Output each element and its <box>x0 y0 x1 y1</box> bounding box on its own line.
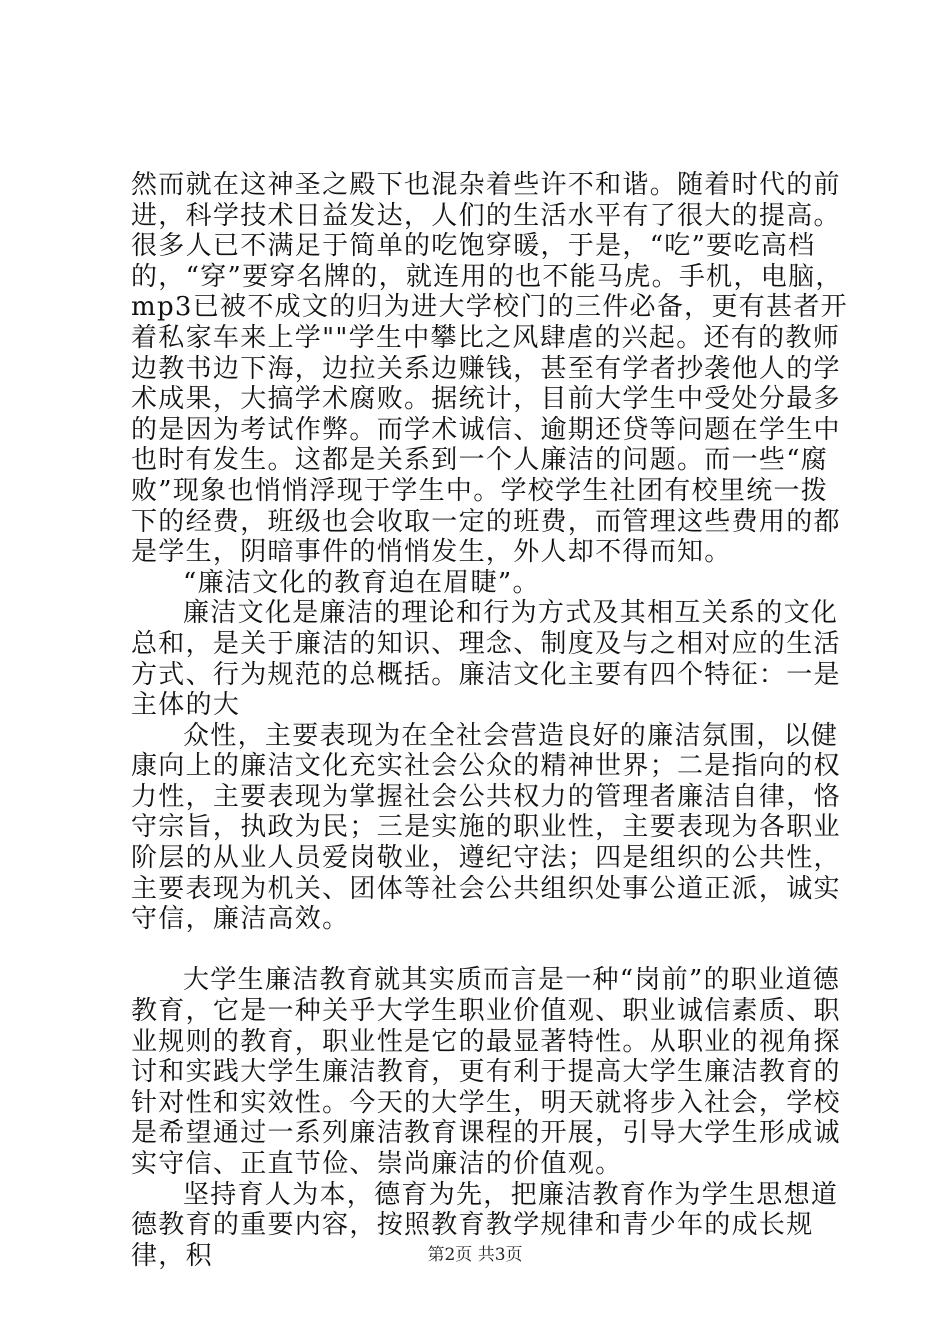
page-number-footer: 第2页 共3页 <box>427 1245 523 1265</box>
paragraph-moral-education: 坚持育人为本，德育为先，把廉洁教育作为学生思想道德教育的重要内容，按照教育教学规律和青少年的成长规律，积 <box>131 1179 839 1271</box>
paragraph-integrity-culture-definition: 廉洁文化是廉洁的理论和行为方式及其相互关系的文化总和，是关于廉洁的知识、理念、制度及与之相对应的生活方式、行为规范的总概括。廉洁文化主要有四个特征：一是主体的大 <box>131 598 841 721</box>
paragraph-vocational-ethics: 大学生廉洁教育就其实质而言是一种“岗前”的职业道德教育，它是一种关乎大学生职业价值观、职业诚信素质、职业规则的教育，职业性是它的最显著特性。从职业的视角探讨和实践大学生廉洁教育，更有利于提高大学生廉洁教育的针对性和实效性。今天的大学生，明天就将步入社会，学校是希望通过一系列廉洁教育课程的开展，引导大学生形成诚实守信、正直节俭、崇尚廉洁的价值观。 <box>131 965 841 1179</box>
document-body <box>131 170 851 1271</box>
paragraph-integrity-culture-features: 众性，主要表现为在全社会营造良好的廉洁氛围，以健康向上的廉洁文化充实社会公众的精神世界；二是指向的权力性，主要表现为掌握社会公共权力的管理者廉洁自律，恪守宗旨，执政为民；三是实施的职业性，主要表现为各职业阶层的从业人员爱岗敬业，遵纪守法；四是组织的公共性，主要表现为机关、团体等社会公共组织处事公道正派，诚实守信，廉洁高效。 <box>131 720 841 935</box>
paragraph-urgent-quote: “廉洁文化的教育迫在眉睫”。 <box>183 567 540 598</box>
paragraph-student-disharmony: 然而就在这神圣之殿下也混杂着些许不和谐。随着时代的前进，科学技术日益发达，人们的生活水平有了很大的提高。很多人已不满足于简单的吃饱穿暖，于是，“吃”要吃高档的，“穿”要穿名牌的，就连用的也不能马虎。手机，电脑，mp3已被不成文的归为进大学校门的三件必备，更有甚者开着私家车来上学""学生中攀比之风肆虐的兴起。还有的教师边教书边下海，边拉关系边赚钱，甚至有学者抄袭他人的学术成果，大搞学术腐败。据统计，目前大学生中受处分最多的是因为考试作弊。而学术诚信、逾期还贷等问题在学生中也时有发生。这都是关系到一个人廉洁的问题。而一些“腐败”现象也悄悄浮现于学生中。学校学生社团有校里统一拨下的经费，班级也会收取一定的班费，而管理这些费用的都是学生，阴暗事件的悄悄发生，外人却不得而知。 <box>131 170 848 568</box>
paragraph-spacer <box>131 935 851 966</box>
